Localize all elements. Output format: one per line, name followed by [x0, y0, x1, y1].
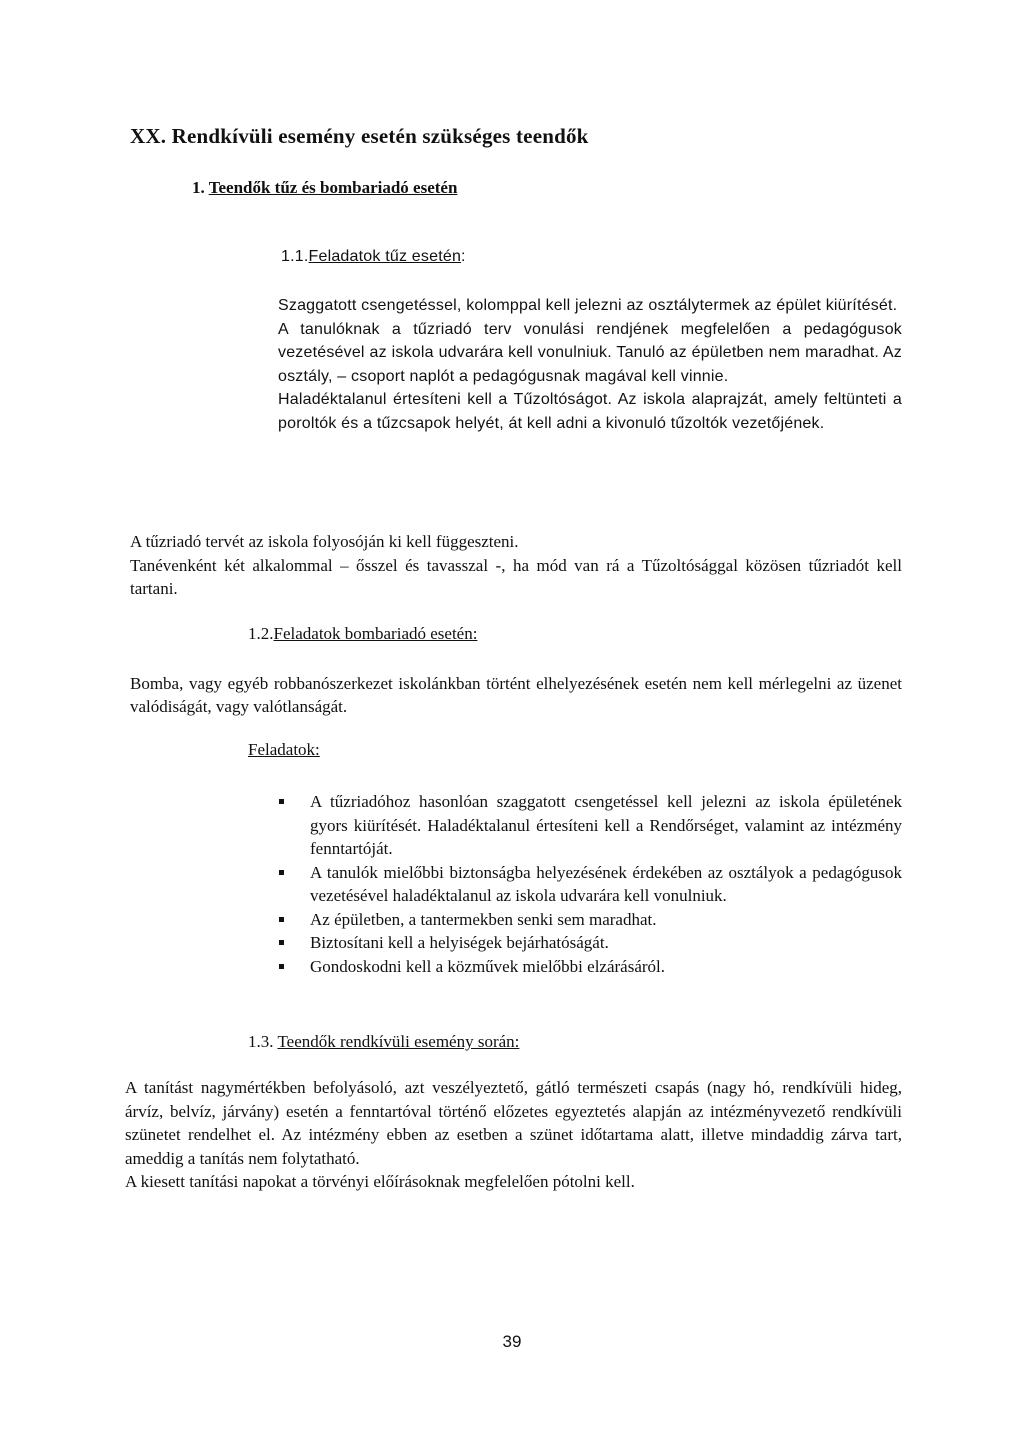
bullet-icon	[279, 917, 284, 922]
bullet-icon	[279, 940, 284, 945]
fire-instructions	[278, 294, 902, 435]
chapter-title: XX. Rendkívüli esemény esetén szükséges teendők	[130, 124, 589, 148]
bullet-icon	[279, 799, 284, 804]
paragraph: Tanévenként két alkalommal – ősszel és tavasszal -, ha mód van rá a Tűzoltósággal közösen tűzriadót kell tartani.	[130, 555, 902, 598]
bomb-intro	[130, 672, 902, 718]
list-item: Gondoskodni kell a közművek mielőbbi elzárásáról.	[272, 955, 902, 979]
subsection-heading-1-2	[248, 624, 477, 644]
paragraph: A tanulóknak a tűzriadó terv vonulási rendjének megfelelően a pedagógusok vezetésével az iskola udvarára kell vonulniuk. Tanuló az épületben nem maradhat. Az osztály, – csoport naplót a pedagógusnak magával kell vinnie.	[278, 320, 902, 385]
list-item: A tanulók mielőbbi biztonságba helyezésének érdekében az osztályok a pedagógusok vezetésével haladéktalanul az iskola udvarára kell vonulniuk.	[272, 861, 902, 908]
subsection-title: Feladatok tűz esetén	[308, 248, 462, 265]
bullet-icon	[279, 870, 284, 875]
section-title: Teendők tűz és bombariadó esetén	[208, 178, 458, 197]
subsection-number: 1.3.	[248, 1032, 274, 1051]
tasks-heading-label: Feladatok:	[248, 740, 320, 759]
paragraph: A tűzriadó tervét az iskola folyosóján ki kell függeszteni.	[130, 532, 519, 551]
paragraph: Haladéktalanul értesíteni kell a Tűzoltóságot. Az iskola alaprajzát, amely feltünteti a poroltók és a tűzcsapok helyét, át kell adni a kivonuló tűzoltók vezetőjének.	[278, 391, 902, 432]
subsection-title: Feladatok bombariadó esetén:	[273, 624, 478, 643]
paragraph: Bomba, vagy egyéb robbanószerkezet iskolánkban történt elhelyezésének esetén nem kell mérlegelni az üzenet valódiságát, vagy valótlanságát.	[130, 674, 902, 716]
subsection-number: 1.2.	[248, 624, 274, 643]
bomb-task-list	[272, 790, 902, 978]
paragraph: A kiesett tanítási napokat a törvényi előírásoknak megfelelően pótolni kell.	[125, 1172, 635, 1191]
subsection-title: Teendők rendkívüli esemény során:	[277, 1032, 520, 1051]
fire-plan-notes	[130, 530, 902, 601]
subsection-number: 1.1.	[281, 248, 309, 265]
extraordinary-event-text	[125, 1076, 902, 1194]
list-item: A tűzriadóhoz hasonlóan szaggatott csengetéssel kell jelezni az iskola épületének gyors kiürítését. Haladéktalanul értesíteni kell a Rendőrséget, valamint az intézmény fenntartóját.	[272, 790, 902, 861]
list-item: Biztosítani kell a helyiségek bejárhatóságát.	[272, 931, 902, 955]
subsection-heading-1-1	[281, 248, 466, 266]
page-number: 39	[502, 1332, 522, 1351]
section-number: 1.	[192, 178, 205, 197]
paragraph: Szaggatott csengetéssel, kolomppal kell jelezni az osztálytermek az épület kiürítését.	[278, 297, 898, 314]
bullet-icon	[279, 964, 284, 969]
section-heading-1	[192, 178, 457, 198]
tasks-heading	[248, 740, 320, 760]
subsection-colon: :	[461, 248, 466, 265]
subsection-heading-1-3	[248, 1032, 519, 1052]
paragraph: A tanítást nagymértékben befolyásoló, azt veszélyeztető, gátló természeti csapás (nagy hó, rendkívüli hideg, árvíz, belvíz, járvány) esetén a fenntartóval történő előzetes egyeztetés alapján az intézményvezető rendkívüli szünetet rendelhet el. Az intézmény ebben az esetben a szünet időtartama alatt, illetve mindaddig zárva tart, ameddig a tanítás nem folytatható.	[125, 1078, 902, 1168]
list-item: Az épületben, a tantermekben senki sem maradhat.	[272, 908, 902, 932]
